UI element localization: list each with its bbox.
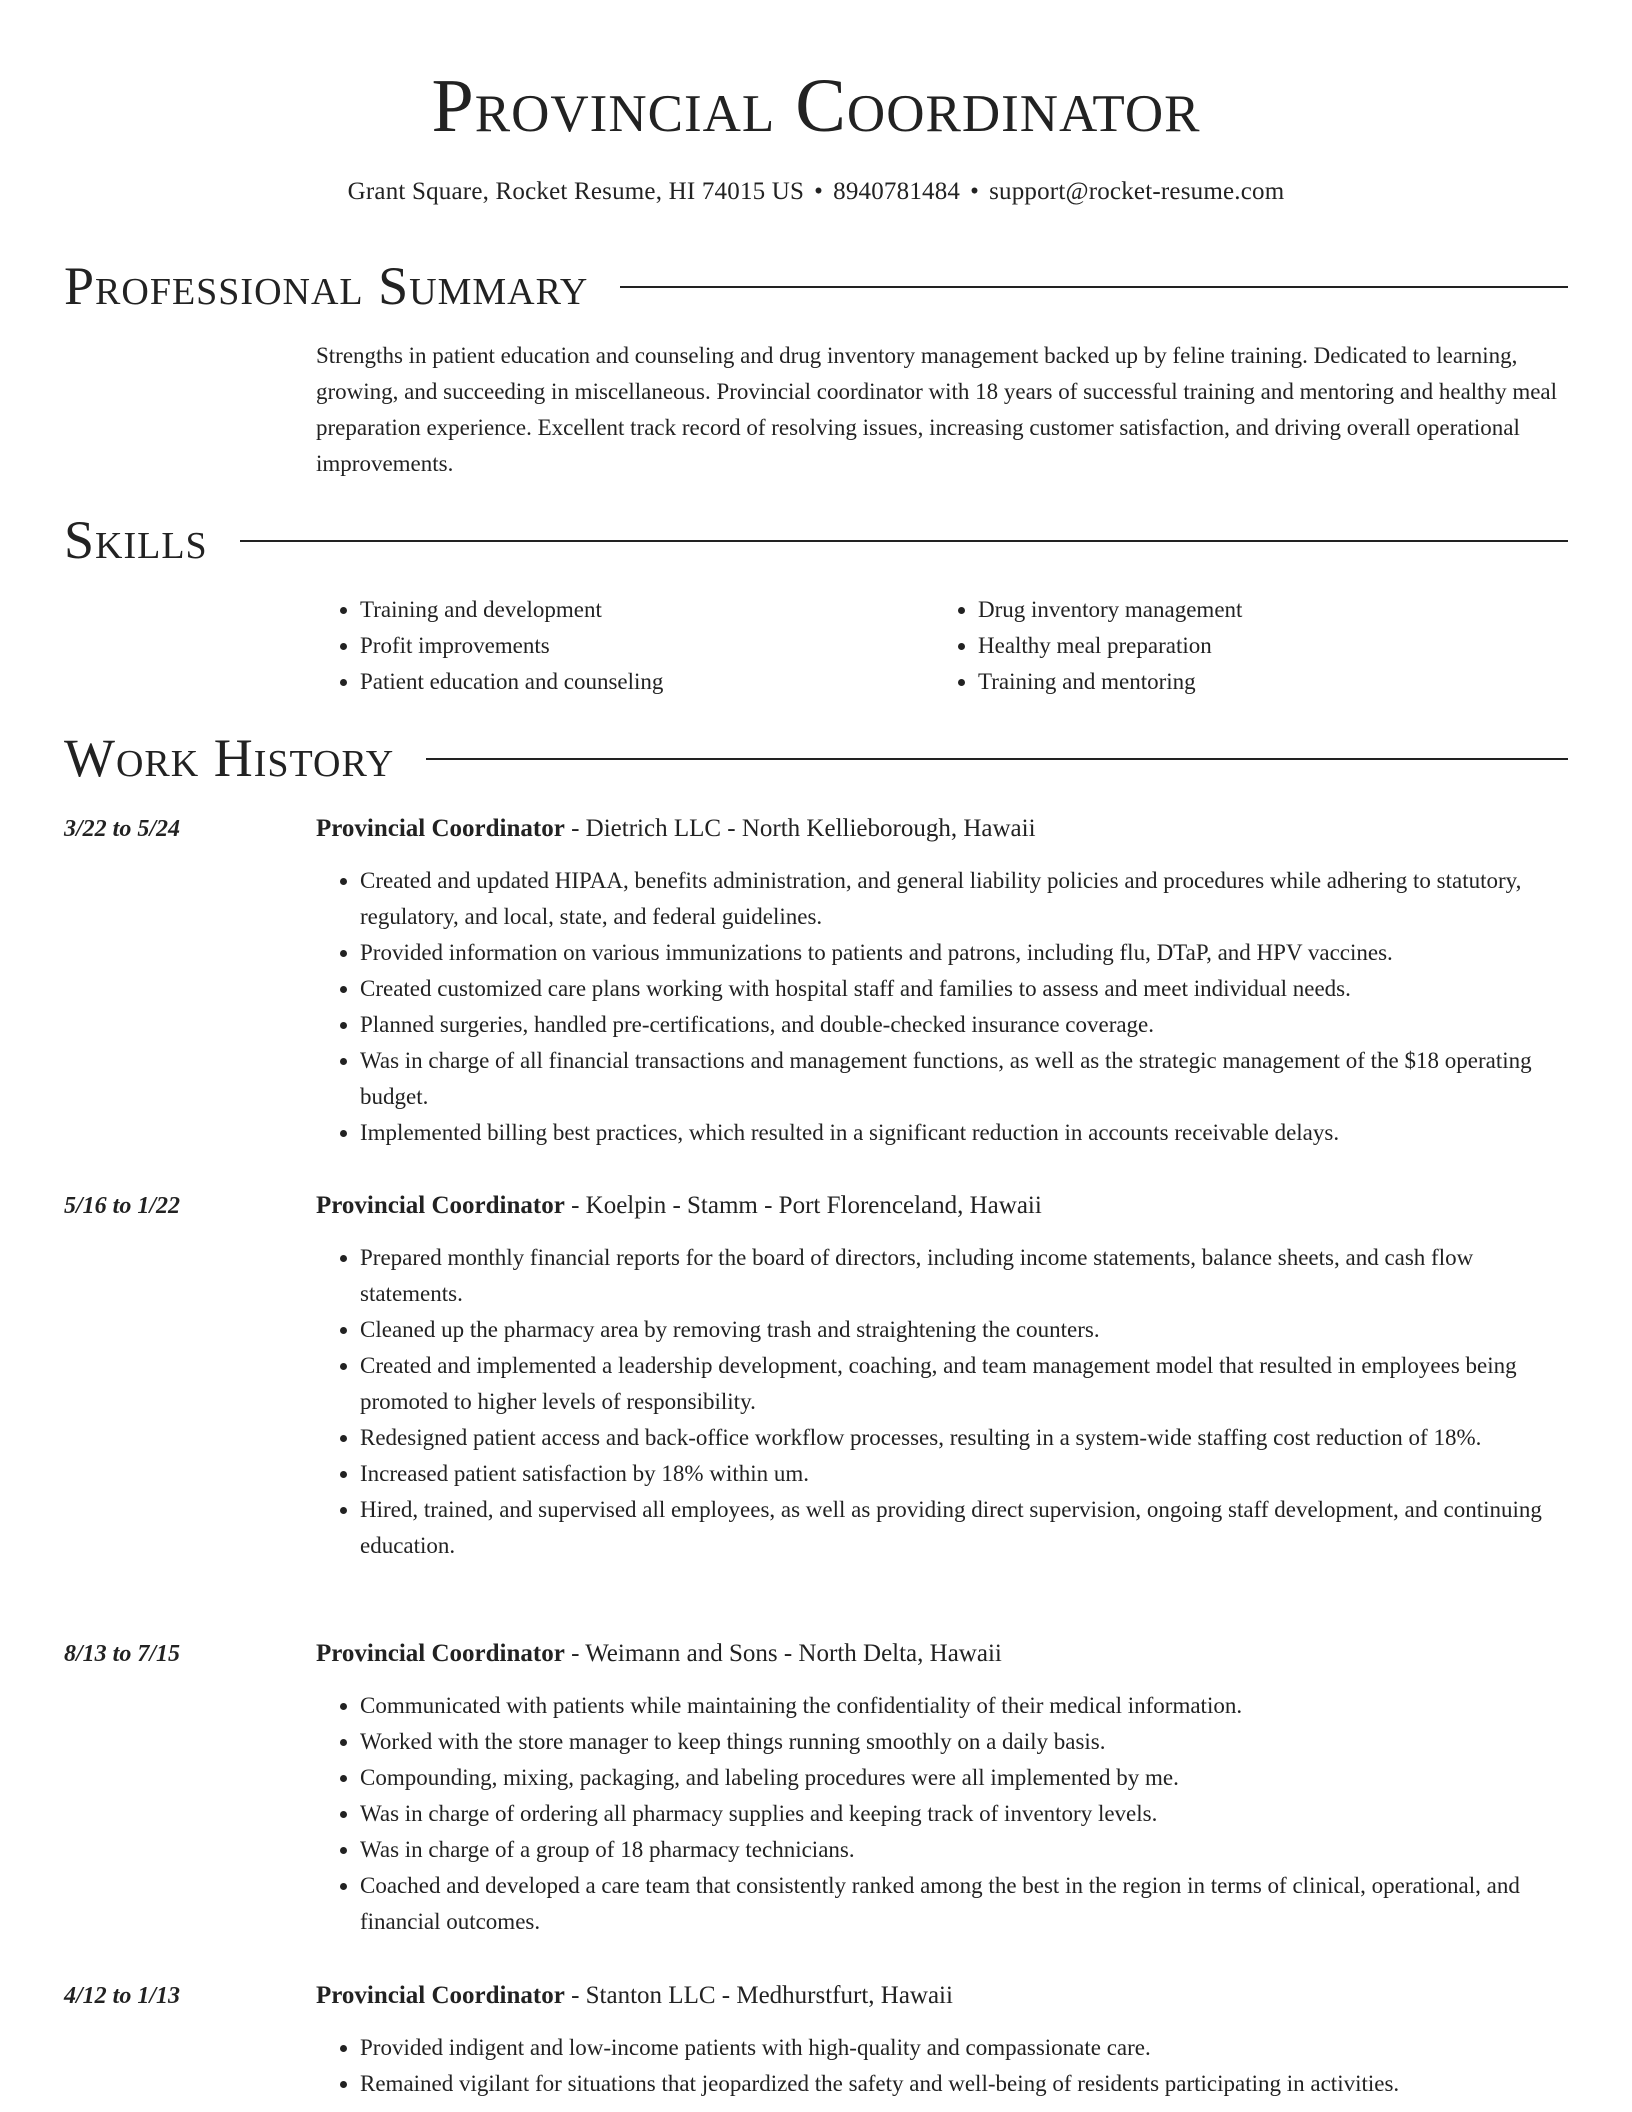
work-history-heading: [64, 728, 1568, 788]
job-bullet: • Created and implemented a leadership development, coaching, and team management model that resulted in employees being promoted to higher levels of responsibility.: [360, 1348, 1568, 1420]
candidate-name: Provincial Coordinator: [431, 64, 1201, 148]
job-role: Provincial Coordinator: [316, 1640, 565, 1667]
job-bullet: • Increased patient satisfaction by 18% within um.: [360, 1456, 1568, 1492]
job-bullet: • Was in charge of ordering all pharmacy supplies and keeping track of inventory levels.: [360, 1796, 1568, 1832]
section-divider: [240, 540, 1568, 542]
job-entry: [64, 1636, 1568, 1940]
skills-column-left: [316, 592, 934, 700]
skills-column-right: [934, 592, 1552, 700]
contact-line: [0, 176, 1632, 208]
contact-phone: 8940781484: [833, 178, 961, 205]
job-dates: 3/22 to 5/24: [64, 816, 181, 842]
section-divider: [620, 286, 1568, 288]
job-employer: - Dietrich LLC - North Kellieborough, Hawaii: [564, 815, 1036, 842]
job-dates: 4/12 to 1/13: [64, 1983, 181, 2009]
summary-text: Strengths in patient education and counseling and drug inventory management backed up by feline training. Dedicated to learning, growing, and succeeding in miscellaneous. Provincial coordinator with 18 years of successful training and mentoring and healthy meal preparation experience. Excellent track record of resolving issues, increasing customer satisfaction, and driving overall operational improvements.: [316, 343, 1558, 476]
job-role: Provincial Coordinator: [316, 1192, 565, 1219]
job-bullet: • Provided information on various immunizations to patients and patrons, including flu, DTaP, and HPV vaccines.: [360, 935, 1568, 971]
job-bullet: • Implemented billing best practices, which resulted in a significant reduction in accounts receivable delays.: [360, 1115, 1568, 1151]
job-role: Provincial Coordinator: [316, 1982, 565, 2009]
summary-heading: [64, 256, 1568, 316]
job-bullet: • Planned surgeries, handled pre-certifications, and double-checked insurance coverage.: [360, 1007, 1568, 1043]
job-title-line: [316, 811, 1568, 847]
job-employer: - Koelpin - Stamm - Port Florenceland, Hawaii: [564, 1192, 1042, 1219]
job-bullet: • Redesigned patient access and back-office workflow processes, resulting in a system-wide staffing cost reduction of 18%.: [360, 1420, 1568, 1456]
skill-item: • Drug inventory management: [978, 592, 1552, 628]
job-bullet: • Compounding, mixing, packaging, and labeling procedures were all implemented by me.: [360, 1760, 1568, 1796]
job-bullet: • Was in charge of all financial transactions and management functions, as well as the strategic management of the $18 operating budget.: [360, 1043, 1568, 1115]
job-dates: 8/13 to 7/15: [64, 1641, 181, 1667]
job-entry: [64, 1978, 1568, 2102]
job-title-line: [316, 1188, 1568, 1224]
job-employer: - Weimann and Sons - North Delta, Hawaii: [564, 1640, 1002, 1667]
job-entry: [64, 1188, 1568, 1564]
skills-list: [316, 592, 1568, 700]
skill-item: • Training and mentoring: [978, 664, 1552, 700]
skills-title: Skills: [64, 510, 208, 570]
job-bullets: [316, 1688, 1568, 1940]
job-role: Provincial Coordinator: [316, 815, 565, 842]
job-entry: [64, 811, 1568, 1151]
summary-title: Professional Summary: [64, 256, 589, 316]
job-title-line: [316, 1636, 1568, 1672]
job-bullet: • Worked with the store manager to keep things running smoothly on a daily basis.: [360, 1724, 1568, 1760]
job-bullets: [316, 863, 1568, 1151]
contact-email: support@rocket-resume.com: [989, 178, 1285, 205]
job-title-line: [316, 1978, 1568, 2014]
job-bullet: • Was in charge of a group of 18 pharmacy technicians.: [360, 1832, 1568, 1868]
job-bullet: • Hired, trained, and supervised all employees, as well as providing direct supervision, ongoing staff development, and continuing education.: [360, 1492, 1568, 1564]
resume-header: [0, 0, 1632, 208]
contact-separator: •: [814, 178, 824, 205]
contact-separator: •: [970, 178, 980, 205]
job-employer: - Stanton LLC - Medhurstfurt, Hawaii: [564, 1982, 953, 2009]
job-dates: 5/16 to 1/22: [64, 1193, 181, 1219]
job-bullet: • Prepared monthly financial reports for the board of directors, including income statements, balance sheets, and cash flow statements.: [360, 1240, 1568, 1312]
skill-item: • Profit improvements: [360, 628, 934, 664]
job-bullets: [316, 1240, 1568, 1564]
skill-item: • Healthy meal preparation: [978, 628, 1552, 664]
job-bullet: • Created and updated HIPAA, benefits administration, and general liability policies and procedures while adhering to statutory, regulatory, and local, state, and federal guidelines.: [360, 863, 1568, 935]
contact-address: Grant Square, Rocket Resume, HI 74015 US: [347, 178, 805, 205]
job-bullet: • Coached and developed a care team that consistently ranked among the best in the region in terms of clinical, operational, and financial outcomes.: [360, 1868, 1568, 1940]
job-bullet: • Communicated with patients while maintaining the confidentiality of their medical information.: [360, 1688, 1568, 1724]
skill-item: • Training and development: [360, 592, 934, 628]
job-bullet: • Provided indigent and low-income patients with high-quality and compassionate care.: [360, 2030, 1568, 2066]
skills-heading: [64, 510, 1568, 570]
section-divider: [426, 758, 1568, 760]
work-history-title: Work History: [64, 728, 395, 788]
job-bullet: • Cleaned up the pharmacy area by removing trash and straightening the counters.: [360, 1312, 1568, 1348]
skill-item: • Patient education and counseling: [360, 664, 934, 700]
job-bullet: • Created customized care plans working with hospital staff and families to assess and meet individual needs.: [360, 971, 1568, 1007]
job-bullets: [316, 2030, 1568, 2102]
job-bullet: • Remained vigilant for situations that jeopardized the safety and well-being of residents participating in activities.: [360, 2066, 1568, 2102]
